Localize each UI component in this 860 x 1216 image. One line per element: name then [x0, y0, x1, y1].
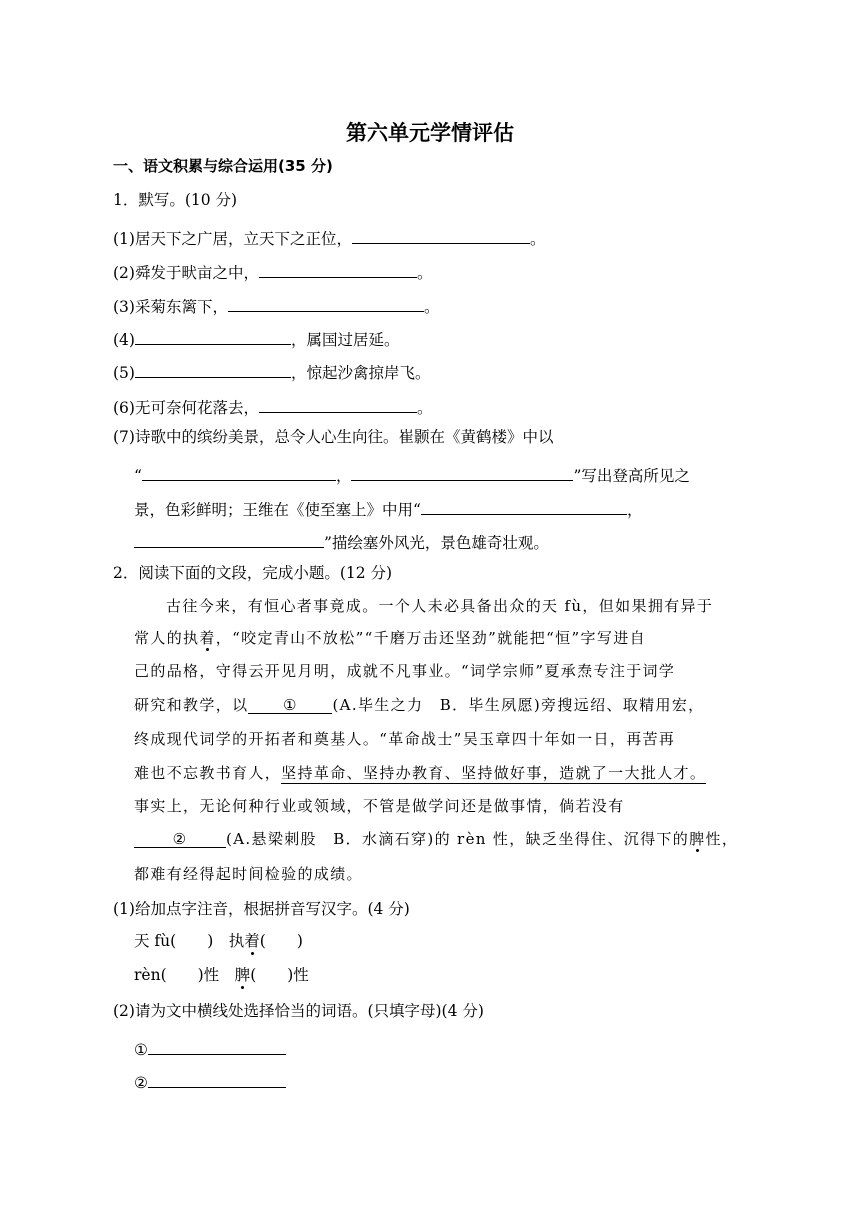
answer-blank[interactable] [134, 532, 324, 548]
question-2-heading: 2．阅读下面的文段，完成小题。(12 分) [113, 564, 393, 582]
q1-item-7-line-4: ”描绘塞外风光，景色雄奇壮观。 [134, 532, 549, 552]
answer-blank[interactable] [259, 262, 417, 278]
sub-question-2-answer-2: ② [134, 1072, 286, 1092]
answer-blank[interactable] [148, 1072, 286, 1088]
passage-line-6: 难也不忘教书育人，坚持革命、坚持办教育、坚持做好事，造就了一大批人才。 [134, 764, 707, 782]
q1-item-2: (2)舜发于畎亩之中， 。 [113, 264, 433, 282]
q1-item-3: (3)采菊东篱下， 。 [113, 298, 440, 316]
sub-question-1-row-2: rèn( )性 脾( )性 [134, 966, 309, 984]
q1-item-1: (1)居天下之广居，立天下之正位， 。 [113, 230, 546, 248]
sub-question-2-answer-1: ① [134, 1039, 286, 1059]
passage-line-7: 事实上，无论何种行业或领域，不管是做学问还是做事情，倘若没有 [134, 797, 625, 815]
q1-item-6: (6)无可奈何花落去， 。 [113, 399, 433, 417]
dotted-char: 脾 [234, 966, 251, 984]
answer-blank[interactable] [259, 397, 417, 413]
page-title: 第六单元学情评估 [346, 121, 514, 145]
answer-blank[interactable] [135, 362, 291, 378]
sub-question-1-heading: (1)给加点字注音，根据拼音写汉字。(4 分) [113, 900, 410, 918]
answer-blank[interactable] [352, 228, 530, 244]
passage-line-2: 常人的执着，“咬定青山不放松”“千磨万击还坚劲”就能把“恒”字写进自 [134, 629, 646, 647]
passage-line-3: 己的品格，守得云开见月明，成就不凡事业。“词学宗师”夏承焘专注于词学 [134, 662, 676, 680]
passage-line-8: ② (A.悬梁刺股 B．水滴石穿)的 rèn 性，缺乏坐得住、沉得下的脾性， [134, 832, 738, 848]
question-1-heading: 1．默写。(10 分) [113, 191, 238, 209]
q1-item-7-line-1: (7)诗歌中的缤纷美景，总令人心生向往。崔颢在《黄鹤楼》中以 [113, 428, 554, 446]
q1-item-7-line-2: “ ， ”写出登高所见之 [134, 467, 690, 485]
choice-blank-2[interactable]: ② [134, 832, 226, 848]
q1-item-7-line-3: 景，色彩鲜明；王维在《使至塞上》中用“ ， [134, 501, 643, 519]
passage-line-5: 终成现代词学的开拓者和奠基人。“革命战士”吴玉章四十年如一日，再苦再 [134, 730, 676, 748]
underlined-sentence: 坚持革命、坚持办教育、坚持做好事，造就了一大批人才。 [281, 764, 707, 782]
answer-blank[interactable] [351, 465, 573, 481]
section-heading: 一、语文积累与综合运用(35 分) [113, 157, 333, 175]
sub-question-2-heading: (2)请为文中横线处选择恰当的词语。(只填字母)(4 分) [113, 1002, 484, 1020]
sub-question-1-row-1: 天 fù( ) 执着( ) [134, 932, 303, 950]
passage-line-1: 古往今来，有恒心者事竟成。一个人未必具备出众的天 fù，但如果拥有异于 [166, 597, 714, 615]
answer-blank[interactable] [135, 329, 291, 345]
answer-blank[interactable] [148, 1039, 286, 1055]
answer-blank[interactable] [228, 296, 424, 312]
passage-line-4: 研究和教学，以 ① (A.毕生之力 B．毕生夙愿)旁搜远绍、取精用宏， [134, 696, 705, 714]
dotted-char: 脾 [689, 830, 706, 848]
q1-item-4: (4) ，属国过居延。 [113, 331, 400, 349]
dotted-char: 着 [244, 932, 260, 950]
dotted-char: 着 [199, 629, 216, 647]
answer-blank[interactable] [142, 465, 336, 481]
q1-item-5: (5) ，惊起沙禽掠岸飞。 [113, 364, 431, 382]
answer-blank[interactable] [421, 499, 627, 515]
passage-line-9: 都难有经得起时间检验的成绩。 [134, 865, 363, 883]
choice-blank-1[interactable]: ① [248, 698, 332, 714]
